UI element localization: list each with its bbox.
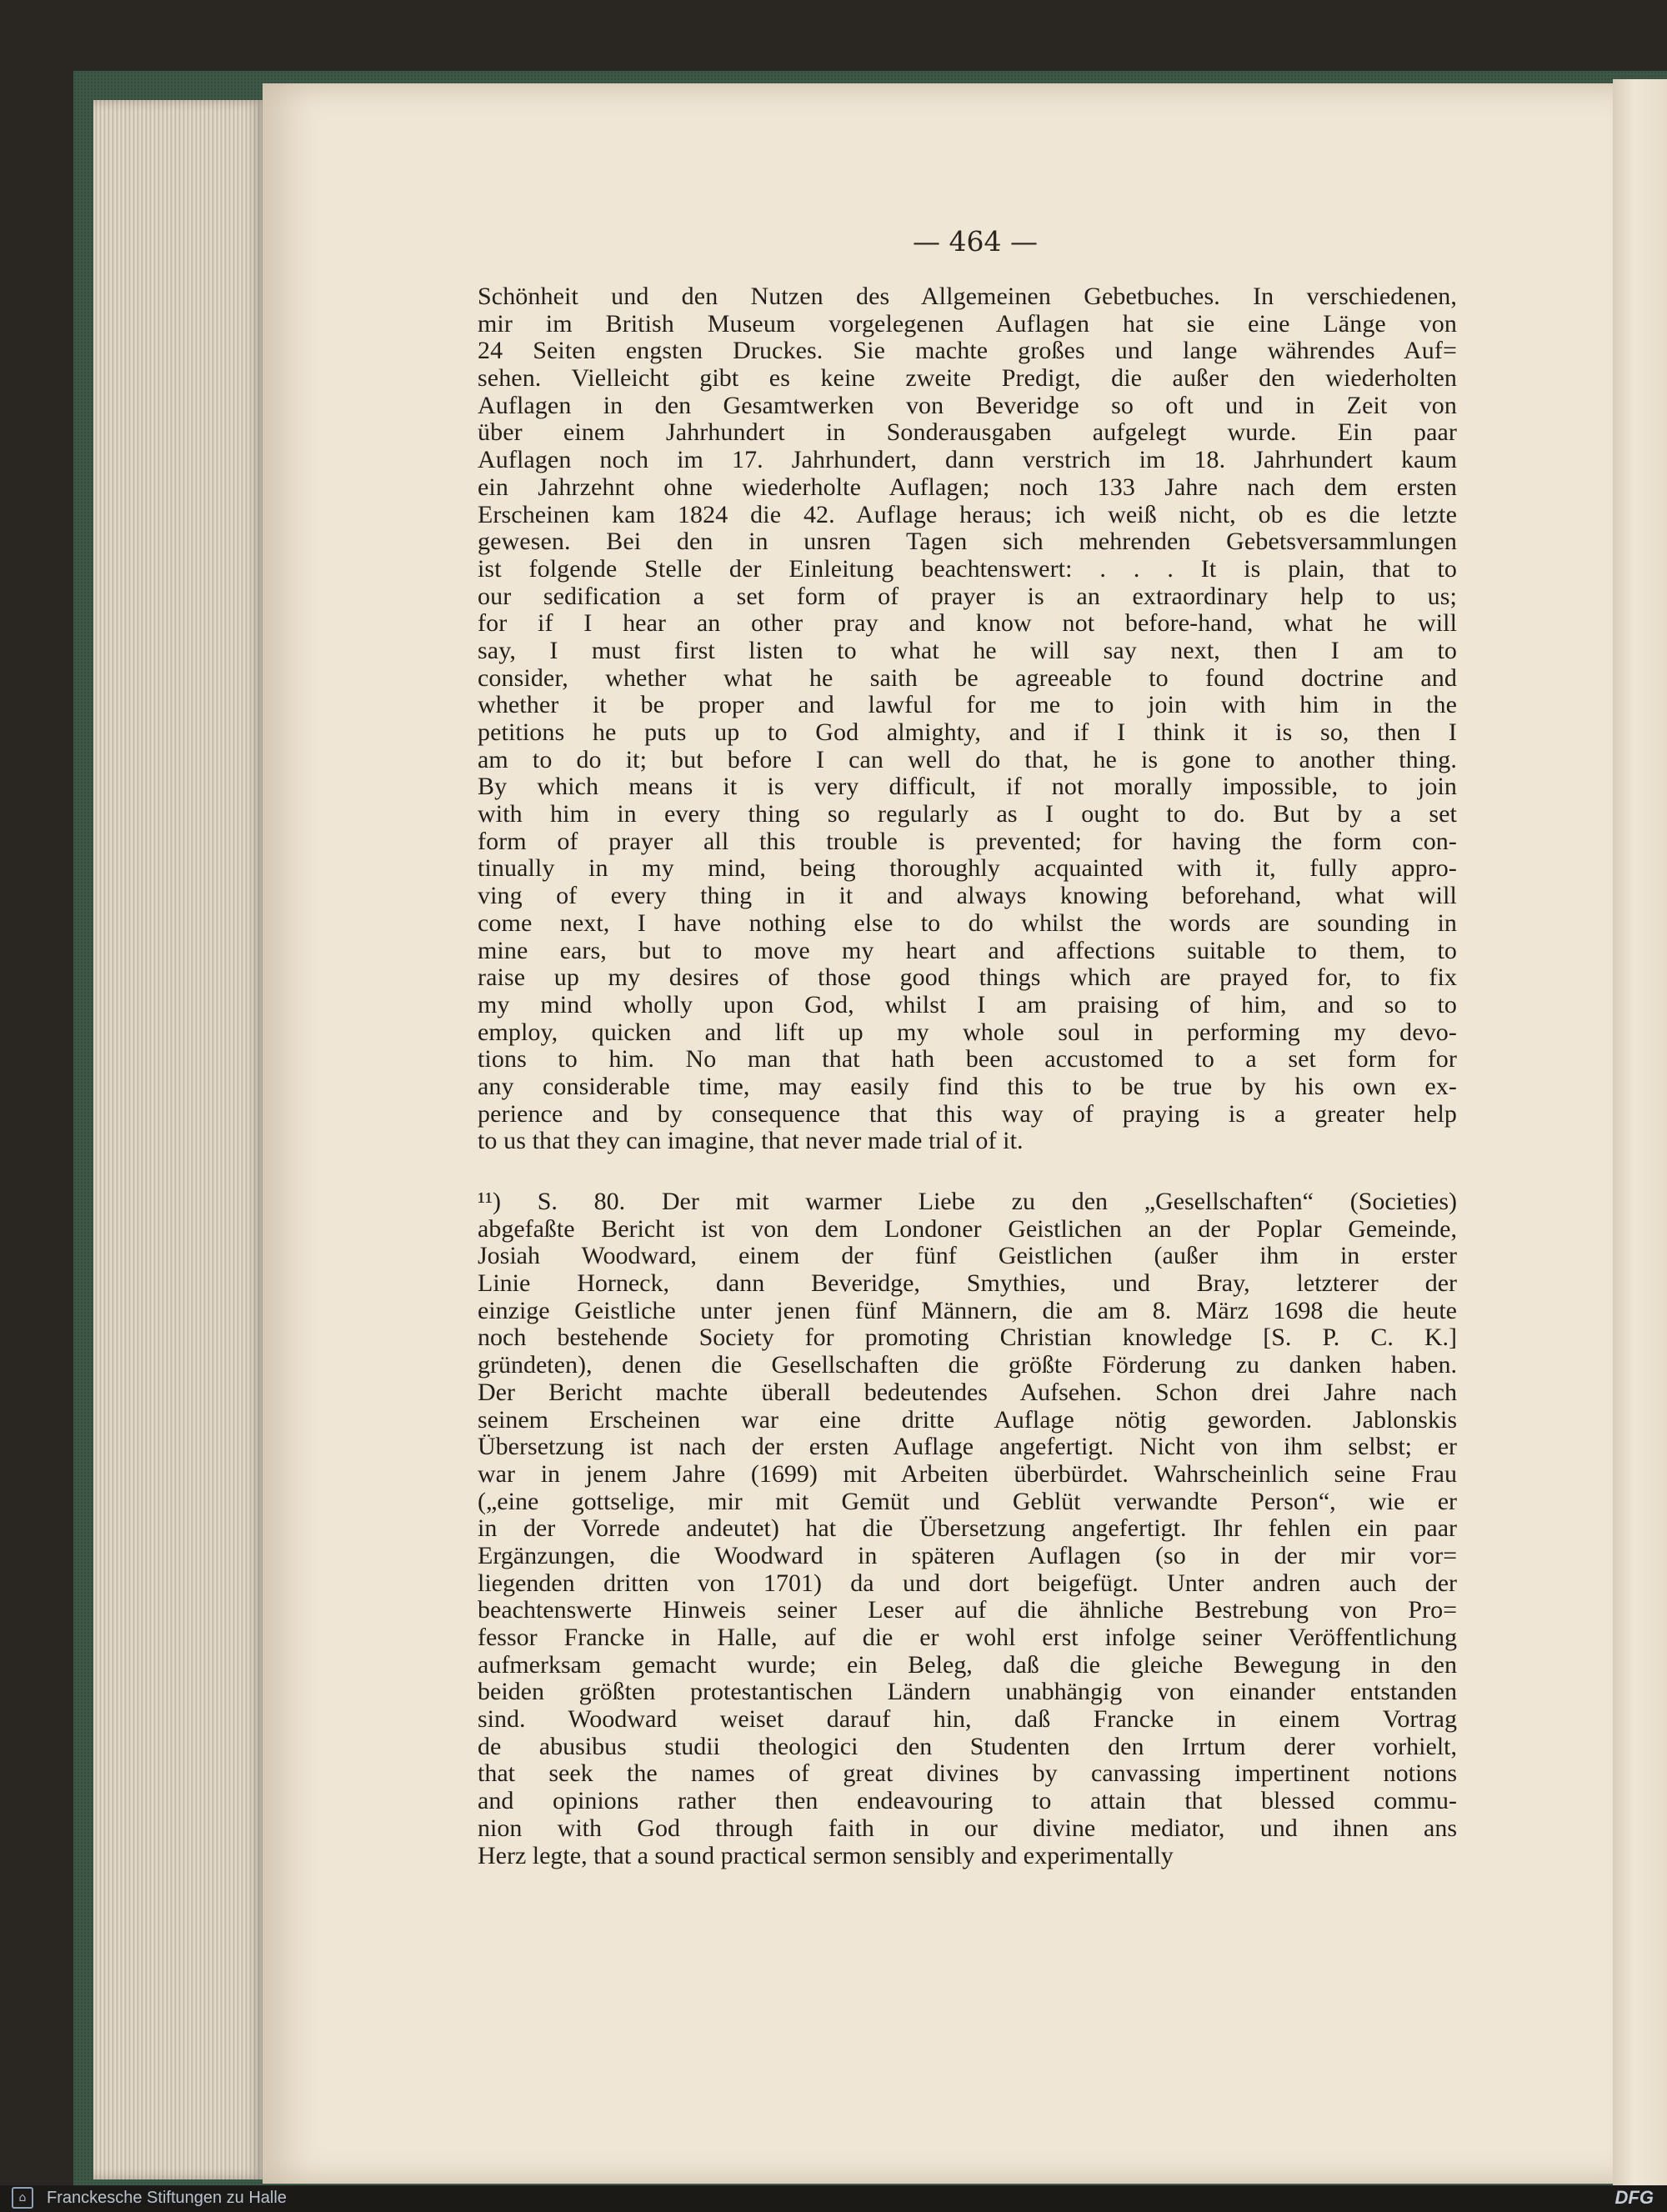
text-line: our sedification a set form of prayer is an extraordinary help to us; [478,583,1457,610]
text-line: come next, I have nothing else to do whilst the words are sounding in [478,909,1457,937]
text-line: Auflagen noch im 17. Jahrhundert, dann verstrich im 18. Jahrhundert kaum [478,447,1457,474]
page-number: — 464 — [913,225,1038,258]
text-block [478,283,1457,1869]
text-line: Linie Horneck, dann Beveridge, Smythies, und Bray, letzterer der [478,1270,1457,1298]
text-line: perience and by consequence that this way of praying is a greater help [478,1100,1457,1128]
text-line: noch bestehende Society for promoting Christian knowledge [S. P. C. K.] [478,1324,1457,1352]
text-line: employ, quicken and lift up my whole soul in performing my devo- [478,1018,1457,1046]
text-line: and opinions rather then endeavouring to attain that blessed commu- [478,1788,1457,1815]
text-line: form of prayer all this trouble is prevented; for having the form con- [478,828,1457,855]
footnote-paragraph [478,1189,1457,1869]
text-line: Herz legte, that a sound practical sermon sensibly and experimentally [478,1842,1174,1869]
text-line: Übersetzung ist nach der ersten Auflage angefertigt. Nicht von ihm selbst; er [478,1434,1457,1461]
text-line: raise up my desires of those good things which are prayed for, to fix [478,964,1457,992]
text-line: nion with God through faith in our divine mediator, und ihnen ans [478,1814,1457,1842]
text-line: petitions he puts up to God almighty, and if I think it is so, then I [478,719,1457,746]
text-line: seinem Erscheinen war eine dritte Auflage nötig geworden. Jablonskis [478,1406,1457,1434]
text-line: with him in every thing so regularly as I ought to do. But by a set [478,801,1457,828]
text-line: gründeten), denen die Gesellschaften die größte Förderung zu danken haben. [478,1352,1457,1379]
text-line: sehen. Vielleicht gibt es keine zweite Predigt, die außer den wiederholten [478,365,1457,393]
text-line: beiden größten protestantischen Ländern unabhängig von einander entstanden [478,1679,1457,1706]
text-line: to us that they can imagine, that never made trial of it. [478,1128,1024,1155]
text-line: ein Jahrzehnt ohne wiederholte Auflagen; noch 133 Jahre nach dem ersten [478,473,1457,501]
text-line: Auflagen in den Gesamtwerken von Beveridge so oft und in Zeit von [478,392,1457,419]
text-line: in der Vorrede andeutet) hat die Übersetzung angefertigt. Ihr fehlen ein paar [478,1515,1457,1543]
text-line: mine ears, but to move my heart and affections suitable to them, to [478,937,1457,964]
text-line: abgefaßte Bericht ist von dem Londoner Geistlichen an der Poplar Gemeinde, [478,1215,1457,1243]
text-line: my mind wholly upon God, whilst I am praising of him, and so to [478,991,1457,1018]
text-line: tinually in my mind, being thoroughly acquainted with it, fully appro- [478,855,1457,883]
main-paragraph [478,283,1457,1155]
text-line: By which means it is very difficult, if not morally impossible, to join [478,773,1457,801]
text-line: sind. Woodward weiset darauf hin, daß Francke in einem Vortrag [478,1706,1457,1734]
text-line: 24 Seiten engsten Druckes. Sie machte großes und lange währendes Auf= [478,338,1457,365]
text-line: beachtenswerte Hinweis seiner Leser auf die ähnliche Bestrebung von Pro= [478,1597,1457,1624]
text-line: for if I hear an other pray and know not before-hand, what he will [478,610,1457,638]
page-edges [93,100,264,2179]
text-line: über einem Jahrhundert in Sonderausgaben aufgelegt wurde. Ein paar [478,419,1457,447]
footer-dfg-logo: DFG [1614,2187,1654,2208]
text-line: any considerable time, may easily find this to be true by his own ex- [478,1073,1457,1100]
text-line: ving of every thing in it and always knowing beforehand, what will [478,883,1457,910]
text-line: that seek the names of great divines by canvassing impertinent notions [478,1760,1457,1788]
text-line: ist folgende Stelle der Einleitung beachtenswert: . . . It is plain, that to [478,555,1457,583]
text-line: am to do it; but before I can well do that, he is gone to another thing. [478,746,1457,773]
text-line: war in jenem Jahre (1699) mit Arbeiten überbürdet. Wahrscheinlich seine Frau [478,1460,1457,1488]
text-line: Erscheinen kam 1824 die 42. Auflage heraus; ich weiß nicht, ob es die letzte [478,501,1457,528]
text-line: gewesen. Bei den in unsren Tagen sich mehrenden Gebetsversammlungen [478,528,1457,556]
text-line: einzige Geistliche unter jenen fünf Männern, die am 8. März 1698 die heute [478,1297,1457,1324]
text-line: consider, whether what he saith be agreeable to found doctrine and [478,664,1457,692]
text-line: ¹¹) S. 80. Der mit warmer Liebe zu den „Gesellschaften“ (Societies) [478,1189,1457,1215]
text-line: whether it be proper and lawful for me to join with him in the [478,692,1457,719]
text-line: aufmerksam gemacht wurde; ein Beleg, daß die gleiche Bewegung in den [478,1651,1457,1679]
text-line: Schönheit und den Nutzen des Allgemeinen Gebetbuches. In verschiedenen, [478,283,1457,310]
text-line: de abusibus studii theologici den Studenten den Irrtum derer vorhielt, [478,1733,1457,1760]
facing-page-edge [1613,79,1667,2188]
paragraph-gap [478,1155,1457,1189]
text-line: Josiah Woodward, einem der fünf Geistlichen (außer ihm in erster [478,1243,1457,1270]
text-line: fessor Francke in Halle, auf die er wohl erst infolge seiner Veröffentlichung [478,1624,1457,1651]
text-line: mir im British Museum vorgelegenen Auflagen hat sie eine Länge von [478,310,1457,338]
institution-logo-icon: ⌂ [12,2187,33,2209]
text-line: say, I must first listen to what he will say next, then I am to [478,637,1457,664]
text-line: Der Bericht machte überall bedeutendes Aufsehen. Schon drei Jahre nach [478,1379,1457,1406]
footer-institution-label: Franckesche Stiftungen zu Halle [47,2189,287,2207]
text-line: tions to him. No man that hath been accustomed to a set form for [478,1046,1457,1073]
text-line: liegenden dritten von 1701) da und dort beigefügt. Unter andren auch der [478,1569,1457,1597]
text-line: („eine gottselige, mir mit Gemüt und Geblüt verwandte Person“, wie er [478,1488,1457,1515]
text-line: Ergänzungen, die Woodward in späteren Auflagen (so in der mir vor= [478,1542,1457,1569]
